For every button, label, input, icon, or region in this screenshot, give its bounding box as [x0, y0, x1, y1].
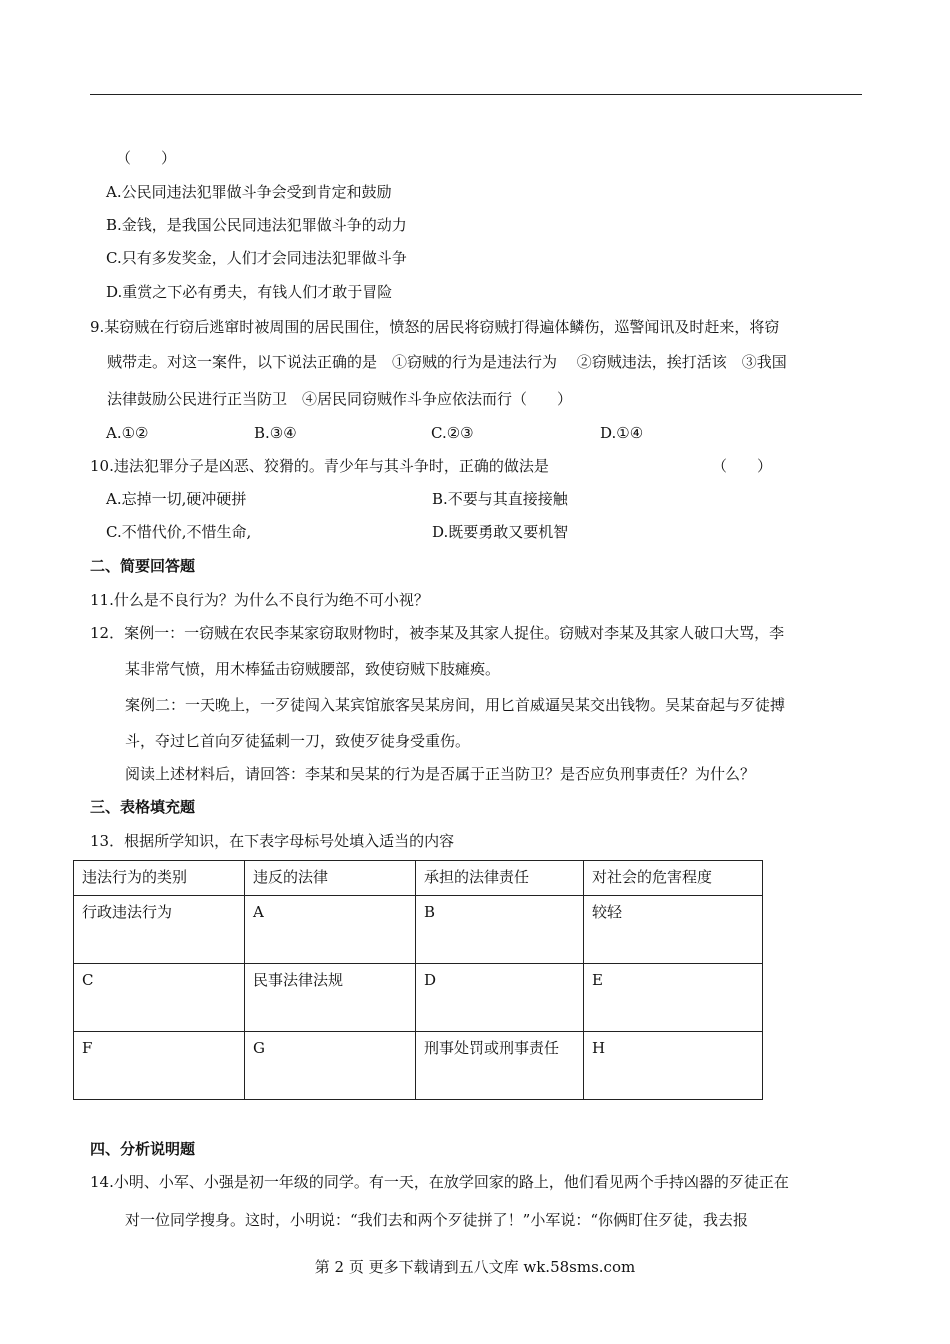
q9-stem-line-2: 贼带走。对这一案件，以下说法正确的是 ①窃贼的行为是违法行为 ②窃贼违法，挨打活该 ③我国 — [107, 353, 787, 371]
table-cell: 行政违法行为 — [74, 896, 245, 964]
table-row — [74, 1032, 763, 1100]
q12-line-1: 12．案例一：一窃贼在农民李某家窃取财物时，被李某及其家人捉住。窃贼对李某及其家人破口大骂，李 — [90, 624, 785, 642]
table-cell: G — [245, 1032, 416, 1100]
q14-line-1: 14.小明、小军、小强是初一年级的同学。有一天，在放学回家的路上，他们看见两个手持凶器的歹徒正在 — [90, 1173, 789, 1191]
table-cell: 民事法律法规 — [245, 964, 416, 1032]
table-header-cell: 违法行为的类别 — [74, 861, 245, 896]
table-cell: 较轻 — [584, 896, 763, 964]
table-cell: A — [245, 896, 416, 964]
q9-option-a: A.①② — [106, 424, 149, 442]
page-footer: 第 2 页 更多下载请到五八文库 wk.58sms.com — [314, 1258, 636, 1276]
table-cell: H — [584, 1032, 763, 1100]
header-rule — [90, 94, 862, 95]
q12-line-5: 阅读上述材料后，请回答：李某和吴某的行为是否属于正当防卫？是否应负刑事责任？为什么？ — [125, 765, 756, 783]
table-row — [74, 964, 763, 1032]
q12-line-2: 某非常气愤，用木棒猛击窃贼腰部，致使窃贼下肢瘫痪。 — [125, 660, 501, 678]
q13-text: 13．根据所学知识，在下表字母标号处填入适当的内容 — [90, 832, 455, 850]
law-violation-table — [73, 860, 763, 1100]
q12-line-4: 斗，夺过匕首向歹徒猛刺一刀，致使歹徒身受重伤。 — [125, 732, 471, 750]
q14-line-2: 对一位同学搜身。这时，小明说：“我们去和两个歹徒拼了！”小军说：“你俩盯住歹徒，我去报 — [125, 1211, 749, 1229]
table-cell: B — [416, 896, 584, 964]
q11-text: 11.什么是不良行为？为什么不良行为绝不可小视？ — [90, 591, 429, 609]
q9-stem-line-3: 法律鼓励公民进行正当防卫 ④居民同窃贼作斗争应依法而行（ ） — [107, 390, 573, 408]
table-row — [74, 896, 763, 964]
q8-option-c: C.只有多发奖金，人们才会同违法犯罪做斗争 — [106, 249, 407, 267]
q10-answer-paren: （ ） — [712, 457, 773, 475]
section-4-heading: 四、分析说明题 — [90, 1140, 196, 1158]
section-2-heading: 二、简要回答题 — [90, 557, 196, 575]
table-header-cell: 对社会的危害程度 — [584, 861, 763, 896]
q8-option-d: D.重赏之下必有勇夫，有钱人们才敢于冒险 — [106, 283, 393, 301]
table-header-row — [74, 861, 763, 896]
q9-option-d: D.①④ — [600, 424, 644, 442]
q8-option-a: A.公民同违法犯罪做斗争会受到肯定和鼓励 — [106, 183, 392, 201]
table-cell: C — [74, 964, 245, 1032]
q10-option-d: D.既要勇敢又要机智 — [432, 523, 569, 541]
q9-stem-line-1: 9.某窃贼在行窃后逃窜时被周围的居民围住，愤怒的居民将窃贼打得遍体鳞伤，巡警闻讯及时赶来，将窃 — [90, 318, 780, 336]
q8-answer-paren: （ ） — [116, 149, 177, 167]
q10-option-c: C.不惜代价,不惜生命, — [106, 523, 252, 541]
table-cell: D — [416, 964, 584, 1032]
q12-line-3: 案例二：一天晚上，一歹徒闯入某宾馆旅客吴某房间，用匕首威逼吴某交出钱物。吴某奋起与歹徒搏 — [125, 696, 786, 714]
q9-option-b: B.③④ — [254, 424, 297, 442]
q10-option-a: A.忘掉一切,硬冲硬拼 — [106, 490, 247, 508]
q10-option-b: B.不要与其直接接触 — [432, 490, 568, 508]
q9-option-c: C.②③ — [431, 424, 474, 442]
table-cell: 刑事处罚或刑事责任 — [416, 1032, 584, 1100]
q10-stem: 10.违法犯罪分子是凶恶、狡猾的。青少年与其斗争时，正确的做法是 — [90, 457, 549, 475]
section-3-heading: 三、表格填充题 — [90, 798, 196, 816]
table-cell: E — [584, 964, 763, 1032]
q8-option-b: B.金钱，是我国公民同违法犯罪做斗争的动力 — [106, 216, 407, 234]
table-header-cell: 承担的法律责任 — [416, 861, 584, 896]
table-header-cell: 违反的法律 — [245, 861, 416, 896]
table-cell: F — [74, 1032, 245, 1100]
